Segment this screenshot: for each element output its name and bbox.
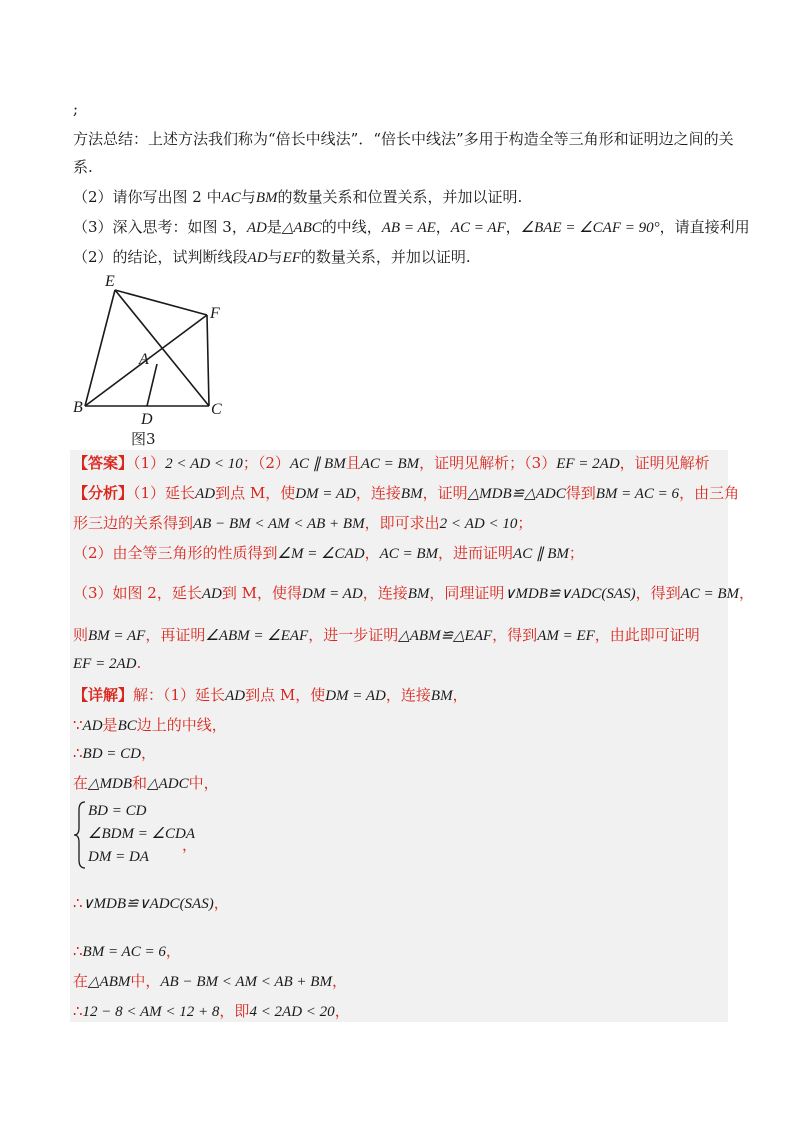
- figure-caption: 图3: [131, 430, 156, 448]
- detail-line8: ∴12 − 8 < AM < 12 + 8，即4 < 2AD < 20，: [73, 1002, 350, 1020]
- label-F: F: [210, 305, 220, 322]
- segment-EF: [115, 290, 207, 315]
- geometry-figure-3: [73, 268, 253, 448]
- analysis-line1: 【分析】（1）延长AD到点 M，使DM = AD，连接BM，证明△MDB≌△ADC得到BM = AC = 6，由三角: [73, 484, 740, 502]
- method-summary-line2: 系.: [73, 158, 93, 176]
- label-A: A: [139, 351, 149, 368]
- system-eq1: BD = CD: [88, 803, 147, 819]
- system-eq3: DM = DA: [88, 849, 149, 865]
- analysis-line3: （2）由全等三角形的性质得到∠M = ∠CAD，AC = BM，进而证明AC ∥ BM；: [73, 544, 584, 562]
- label-C: C: [211, 401, 222, 418]
- analysis-line4: （3）如图 2，延长AD到 M，使得DM = AD，连接BM，同理证明∨MDB≌∨ADC(SAS)，得到AC = BM，: [73, 584, 755, 602]
- label-E: E: [105, 273, 115, 290]
- detail-line6: ∴BM = AC = 6，: [73, 942, 181, 960]
- analysis-line2: 形三边的关系得到AB − BM < AM < AB + BM，即可求出2 < AD < 10；: [73, 514, 533, 532]
- system-comma: ，: [182, 836, 198, 854]
- segment-EB: [85, 290, 115, 406]
- segment-FC: [207, 315, 209, 406]
- detail-line7: 在△ABM中，AB − BM < AM < AB + BM，: [73, 972, 347, 990]
- question-3-line2: （2）的结论，试判断线段AD与EF的数量关系，并加以证明.: [73, 248, 471, 266]
- label-B: B: [73, 399, 83, 416]
- method-summary-line1: 方法总结：上述方法我们称为“倍长中线法”．“倍长中线法”多用于构造全等三角形和证明边之间的关: [73, 130, 734, 148]
- detail-line1: 【详解】解：（1）延长AD到点 M，使DM = AD，连接BM，: [73, 686, 468, 704]
- detail-line5: ∴∨MDB≌∨ADC(SAS)，: [73, 894, 229, 912]
- detail-line2: ∵AD是BC边上的中线，: [73, 716, 227, 734]
- system-eq2: ∠BDM = ∠CDA: [88, 826, 196, 842]
- question-3-line1: （3）深入思考：如图 3，AD是△ABC的中线，AB = AE，AC = AF，∠BAE = ∠CAF = 90°，请直接利用: [73, 218, 750, 236]
- detail-line3: ∴BD = CD，: [73, 744, 157, 762]
- analysis-line5: 则BM = AF，再证明∠ABM = ∠EAF，进一步证明△ABM≌△EAF，得到AM = EF，由此即可证明: [73, 626, 700, 644]
- label-D: D: [141, 411, 153, 428]
- segment-AD: [147, 364, 157, 406]
- question-2: （2）请你写出图 2 中AC与BM的数量关系和位置关系，并加以证明.: [73, 188, 523, 206]
- detail-line4: 在△MDB和△ADC中，: [73, 774, 219, 792]
- analysis-line6: EF = 2AD.: [73, 654, 142, 672]
- answer-line: 【答案】（1）2 < AD < 10；（2）AC ∥ BM且AC = BM，证明见解析；（3）EF = 2AD，证明见解析: [73, 454, 710, 472]
- top-mark: ;: [73, 100, 79, 118]
